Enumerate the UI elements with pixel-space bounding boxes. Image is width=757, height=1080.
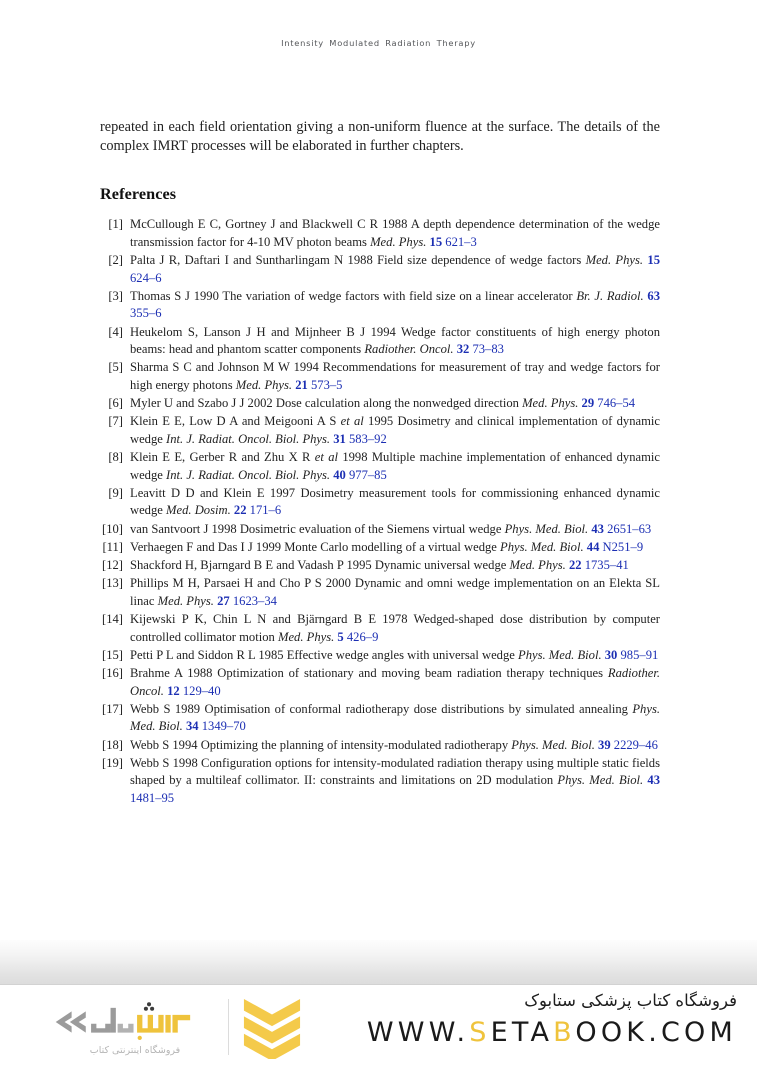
reference-item (100, 647, 660, 665)
reference-text (130, 755, 660, 808)
reference-number: [18] (102, 737, 123, 752)
reference-number: [17] (102, 701, 123, 716)
reference-authors-title: Heukelom S, Lanson J H and Mijnheer B J 1994 Wedge factor constituents of high energy photon beams: head and phantom scatter components (130, 324, 660, 357)
reference-item (100, 539, 660, 557)
intro-paragraph: repeated in each field orientation giving a non-uniform fluence at the surface. The details of the complex IMRT processes will be elaborated in further chapters. (100, 119, 660, 154)
reference-journal: Med. Phys. (370, 234, 427, 249)
setabook-wordmark-icon (40, 999, 220, 1045)
logo-subtitle: فروشگاه اینترنتی کتاب (89, 1045, 181, 1056)
reference-pages: 624–6 (130, 270, 162, 285)
reference-pages: 977–85 (348, 467, 387, 482)
reference-journal: Phys. Med. Biol. (130, 701, 660, 734)
page-footer (0, 985, 757, 1080)
url-suffix: OOK.COM (575, 1017, 737, 1048)
reference-pages: 171–6 (249, 503, 282, 518)
reference-journal: Med. Phys. (157, 593, 214, 608)
reference-journal: Phys. Med. Biol. (511, 737, 595, 752)
reference-number: [13] (102, 576, 123, 591)
reference-text (130, 252, 660, 287)
reference-pages: 573–5 (310, 377, 343, 392)
reference-item (100, 737, 660, 755)
reference-authors-title: Webb S 1998 Configuration options for intensity-modulated radiation therapy using multiple static fields shaped by a multileaf collimator. II: constraints and limitations on 2D modulation (130, 755, 660, 788)
reference-item (100, 521, 660, 539)
reference-authors-title: Palta J R, Daftari I and Suntharlingam N 1988 Field size dependence of wedge factors (130, 252, 586, 267)
reference-text (130, 485, 660, 520)
reference-etal: et al (314, 450, 339, 465)
reference-volume: 43 (647, 773, 660, 788)
reference-authors-title: Klein E E, Gerber R and Zhu X R (130, 450, 315, 465)
reference-volume: 44 (586, 539, 600, 554)
running-head: Intensity Modulated Radiation Therapy (281, 38, 476, 48)
reference-item (100, 611, 660, 646)
reference-volume: 15 (429, 234, 443, 249)
reference-text (130, 288, 660, 323)
url-letter-s: S (469, 1017, 491, 1048)
reference-pages: 1349–70 (201, 719, 246, 734)
reference-journal: Med. Dosim. (166, 503, 231, 518)
chevron-stack-icon (242, 997, 302, 1059)
reference-journal: Phys. Med. Biol. (500, 539, 584, 554)
reference-volume: 34 (185, 719, 199, 734)
reference-text (130, 413, 660, 448)
reference-authors-title: Brahme A 1988 Optimization of stationary and moving beam radiation therapy techniques (130, 665, 608, 680)
page-content (100, 118, 660, 808)
reference-item (100, 395, 660, 413)
reference-pages: 2651–63 (607, 521, 652, 536)
reference-volume: 27 (217, 593, 230, 608)
reference-item (100, 701, 660, 736)
reference-volume: 43 (591, 521, 604, 536)
reference-title-cont: 1995 Dosimetry and clinical implementation of dynamic wedge (130, 414, 660, 446)
reference-journal: Int. J. Radiat. Oncol. Biol. Phys. (166, 431, 331, 446)
brand-url[interactable] (307, 1015, 737, 1051)
reference-number: [19] (102, 755, 123, 770)
reference-text (130, 449, 660, 484)
reference-authors-title: Myler U and Szabo J J 2002 Dose calculation along the nonwedged direction (130, 396, 523, 411)
reference-authors-title: van Santvoort J 1998 Dosimetric evaluation of the Siemens virtual wedge (130, 521, 505, 536)
reference-journal: Med. Phys. (235, 377, 293, 392)
url-letter-b: B (553, 1017, 576, 1048)
reference-authors-title: Kijewski P K, Chin L N and Bjärngard B E 1978 Wedged-shaped dose distribution by computer controlled collimator motion (130, 611, 660, 644)
reference-journal: Phys. Med. Biol. (557, 773, 644, 788)
reference-number: [6] (108, 396, 123, 411)
reference-text (130, 737, 660, 755)
reference-text (130, 324, 660, 359)
reference-item (100, 216, 660, 251)
reference-item (100, 413, 660, 448)
reference-text (130, 521, 660, 539)
reference-title-cont: 1998 Multiple machine implementation of enhanced dynamic wedge (130, 450, 660, 482)
reference-item (100, 359, 660, 394)
logo-divider (228, 999, 229, 1055)
reference-journal: Med. Phys. (585, 252, 644, 267)
reference-number: [5] (108, 360, 123, 375)
reference-journal: Radiother. Oncol. (364, 342, 454, 357)
reference-pages: 426–9 (346, 629, 379, 644)
reference-volume: 63 (647, 288, 660, 303)
reference-pages: 2229–46 (613, 737, 658, 752)
reference-text (130, 575, 660, 610)
reference-number: [1] (108, 217, 123, 232)
reference-journal: Phys. Med. Biol. (518, 647, 602, 662)
reference-text (130, 611, 660, 646)
reference-item (100, 575, 660, 610)
reference-number: [2] (108, 252, 123, 267)
reference-volume: 21 (295, 377, 308, 392)
reference-authors-title: Petti P L and Siddon R L 1985 Effective wedge angles with universal wedge (130, 647, 518, 662)
reference-authors-title: Leavitt D D and Klein E 1997 Dosimetry measurement tools for commissioning enhanced dynamic wedge (130, 485, 660, 518)
setabook-logo[interactable] (32, 989, 302, 1077)
reference-authors-title: Shackford H, Bjarngard B E and Vadash P 1995 Dynamic universal wedge (130, 558, 510, 572)
reference-volume: 22 (568, 558, 582, 572)
reference-etal: et al (340, 414, 364, 429)
reference-pages: 73–83 (472, 342, 504, 357)
reference-text (130, 539, 660, 557)
reference-number: [9] (108, 485, 123, 500)
reference-authors-title: Sharma S C and Johnson M W 1994 Recommendations for measurement of tray and wedge factors for high energy photons (130, 360, 660, 392)
reference-volume: 22 (233, 503, 247, 518)
reference-journal: Med. Phys. (277, 629, 335, 644)
reference-item (100, 288, 660, 323)
reference-journal: Br. J. Radiol. (576, 288, 644, 303)
reference-volume: 31 (333, 431, 346, 446)
reference-pages: 746–54 (597, 396, 636, 411)
reference-volume: 12 (167, 683, 180, 698)
reference-volume: 40 (333, 467, 346, 482)
reference-pages: 621–3 (445, 234, 477, 249)
reference-volume: 5 (337, 629, 344, 644)
brand-tagline: فروشگاه کتاب پزشکی ستابوک (524, 991, 737, 1010)
reference-text (130, 359, 660, 394)
reference-number: [14] (102, 611, 123, 626)
reference-pages: 1481–95 (130, 790, 175, 805)
reference-journal: Radiother. Oncol. (130, 665, 660, 698)
reference-pages: 1623–34 (232, 593, 277, 608)
reference-journal: Med. Phys. (509, 558, 566, 572)
reference-volume: 15 (647, 252, 660, 267)
reference-number: [11] (102, 539, 123, 554)
reference-authors-title: Phillips M H, Parsaei H and Cho P S 2000 Dynamic and omni wedge implementation on an Elekta SL linac (130, 576, 660, 608)
references-heading: References (100, 185, 177, 204)
reference-text (130, 395, 660, 413)
reference-authors-title: Thomas S J 1990 The variation of wedge factors with field size on a linear accelerator (130, 288, 577, 303)
reference-journal: Med. Phys. (522, 396, 579, 411)
reference-authors-title: Webb S 1989 Optimisation of conformal radiotherapy dose distributions by simulated annealing (130, 701, 633, 716)
reference-item (100, 449, 660, 484)
reference-number: [15] (102, 647, 123, 662)
reference-text (130, 216, 660, 251)
url-prefix: WWW. (366, 1017, 470, 1048)
reference-pages: 1735–41 (584, 558, 629, 572)
footer-separator-band (0, 940, 757, 985)
reference-journal: Int. J. Radiat. Oncol. Biol. Phys. (166, 467, 331, 482)
url-eta: ETA (490, 1017, 554, 1048)
reference-number: [10] (102, 521, 123, 536)
reference-item (100, 252, 660, 287)
reference-pages: 355–6 (130, 306, 162, 321)
reference-authors-title: Webb S 1994 Optimizing the planning of intensity-modulated radiotherapy (130, 737, 512, 752)
reference-pages: 985–91 (620, 647, 659, 662)
reference-number: [7] (108, 414, 123, 429)
reference-number: [16] (102, 665, 123, 680)
reference-text (130, 647, 660, 665)
reference-text (130, 701, 660, 736)
reference-item (100, 485, 660, 520)
reference-number: [12] (102, 558, 123, 572)
reference-pages: N251–9 (602, 539, 644, 554)
reference-authors-title: McCullough E C, Gortney J and Blackwell C R 1988 A depth dependence determination of the wedge transmission factor for 4-10 MV photon beams (130, 217, 660, 249)
reference-volume: 39 (598, 737, 611, 752)
reference-text (130, 557, 660, 575)
reference-journal: Phys. Med. Biol. (504, 521, 589, 536)
reference-text (130, 665, 660, 700)
reference-volume: 30 (604, 647, 618, 662)
reference-volume: 32 (456, 342, 470, 357)
reference-list (100, 216, 660, 807)
reference-pages: 583–92 (348, 431, 387, 446)
reference-number: [8] (108, 450, 123, 465)
reference-authors-title: Verhaegen F and Das I J 1999 Monte Carlo modelling of a virtual wedge (130, 539, 501, 554)
reference-item (100, 755, 660, 808)
reference-item (100, 665, 660, 700)
setabook-brand-block[interactable] (307, 987, 737, 1051)
reference-authors-title: Klein E E, Low D A and Meigooni A S (130, 414, 341, 429)
reference-pages: 129–40 (182, 683, 221, 698)
reference-item (100, 557, 660, 575)
reference-item (100, 324, 660, 359)
reference-number: [4] (108, 324, 123, 339)
reference-number: [3] (108, 288, 123, 303)
reference-volume: 29 (581, 396, 595, 411)
